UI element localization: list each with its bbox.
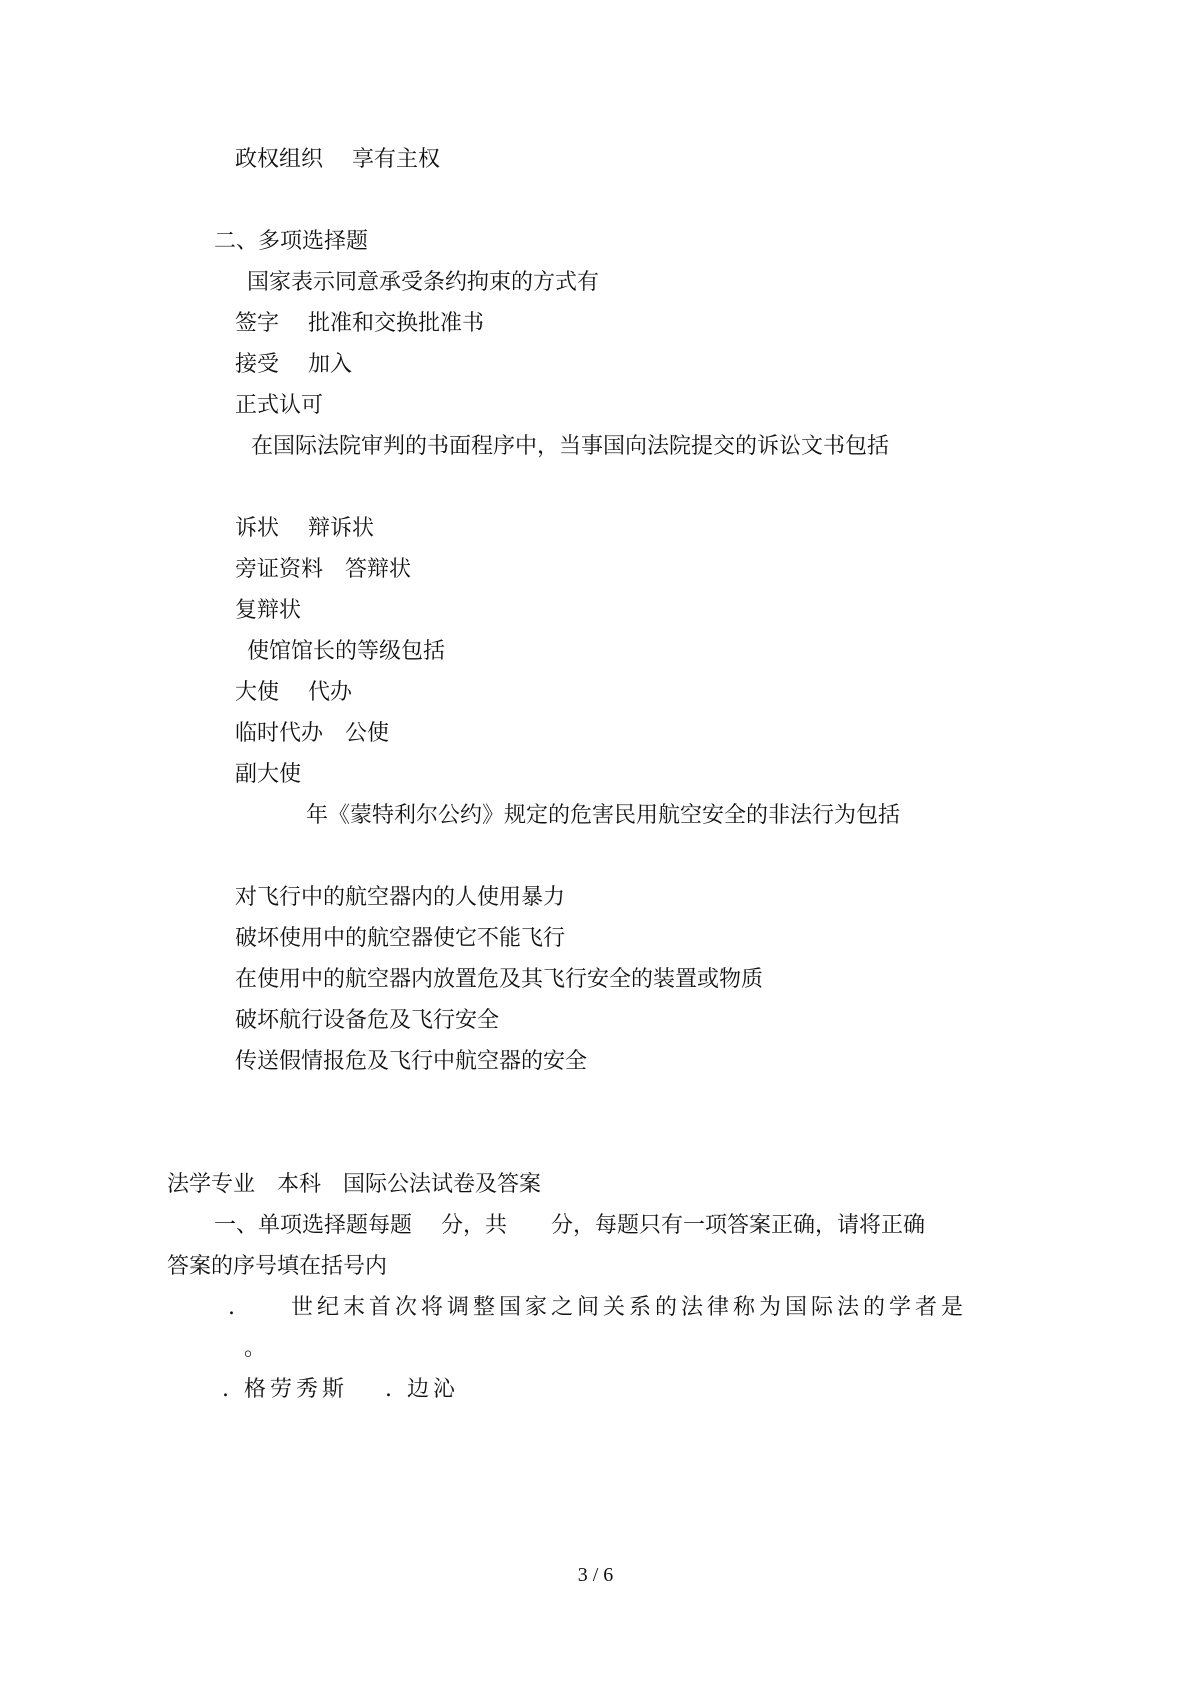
question-blank: 。: [244, 1336, 267, 1361]
section-heading-single-choice: 一、单项选择题每题 分，共 分，每题只有一项答案正确，请将正确: [214, 1213, 925, 1238]
option-line-9: 副大使: [235, 762, 302, 787]
option-line-1: 签字 批准和交换批准书: [235, 311, 484, 336]
exam-title: 法学专业 本科 国际公法试卷及答案: [167, 1172, 542, 1197]
page-number: 3 / 6: [577, 1564, 614, 1586]
question-montreal-convention: 年《蒙特利尔公约》规定的危害民用航空安全的非法行为包括: [306, 803, 901, 828]
option-line-12: 在使用中的航空器内放置危及其飞行安全的装置或物质: [235, 967, 764, 992]
option-line-2: 接受 加入: [235, 352, 352, 377]
option-line-10: 对飞行中的航空器内的人使用暴力: [235, 885, 566, 910]
option-line-4: 诉状 辩诉状: [235, 516, 374, 541]
option-line-7: 大使 代办: [235, 680, 352, 705]
option-line-14: 传送假情报危及飞行中航空器的安全: [235, 1049, 588, 1074]
option-line-5: 旁证资料 答辩状: [235, 557, 412, 582]
option-line-6: 复辩状: [235, 598, 302, 623]
question-icj-documents: 在国际法院审判的书面程序中，当事国向法院提交的诉讼文书包括: [251, 434, 890, 459]
option-line-13: 破坏航行设备危及飞行安全: [235, 1008, 500, 1033]
text-line-1: 政权组织 享有主权: [235, 147, 440, 172]
option-line-11: 破坏使用中的航空器使它不能飞行: [235, 926, 566, 951]
option-line-3: 正式认可: [235, 393, 324, 418]
instruction-line: 答案的序号填在括号内: [167, 1254, 388, 1279]
question-international-law-term: . 世纪末首次将调整国家之间关系的法律称为国际法的学者是: [228, 1295, 967, 1320]
question-treaty-consent: 国家表示同意承受条约拘束的方式有: [247, 270, 600, 295]
option-line-8: 临时代办 公使: [235, 721, 390, 746]
question-mission-heads: 使馆馆长的等级包括: [247, 639, 446, 664]
section-heading-multiple-choice: 二、多项选择题: [214, 229, 369, 254]
option-line-15: . 格劳秀斯 . 边沁: [222, 1377, 459, 1402]
